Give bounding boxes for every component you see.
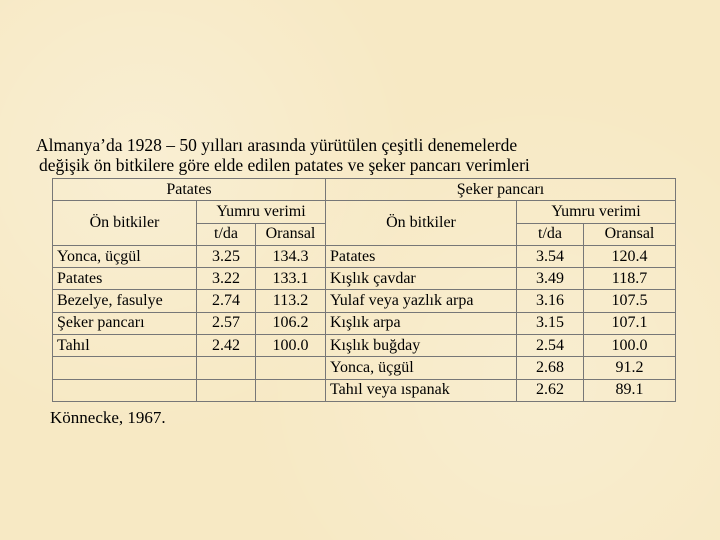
left-oransal-cell: 113.2 <box>256 290 326 312</box>
right-oransal-cell: 107.1 <box>584 312 676 334</box>
right-crop-cell: Patates <box>326 245 517 267</box>
right-crop-cell: Tahıl veya ıspanak <box>326 379 517 401</box>
left-tda-cell: 2.57 <box>197 312 256 334</box>
left-crop-cell <box>53 357 197 379</box>
left-crop-cell: Patates <box>53 268 197 290</box>
right-crop-cell: Yulaf veya yazlık arpa <box>326 290 517 312</box>
col-header-on-bitkiler-right: Ön bitkiler <box>326 201 517 246</box>
table-row <box>53 268 676 290</box>
source-citation: Könnecke, 1967. <box>50 408 166 427</box>
left-crop-cell <box>53 379 197 401</box>
left-tda-cell <box>197 379 256 401</box>
left-tda-cell <box>197 357 256 379</box>
left-tda-cell: 3.25 <box>197 245 256 267</box>
col-header-oransal-right: Oransal <box>584 223 676 245</box>
right-tda-cell: 2.68 <box>517 357 584 379</box>
left-tda-cell: 2.74 <box>197 290 256 312</box>
table-row <box>53 379 676 401</box>
table-body <box>53 245 676 401</box>
right-oransal-cell: 107.5 <box>584 290 676 312</box>
right-tda-cell: 3.15 <box>517 312 584 334</box>
col-header-oransal-left: Oransal <box>256 223 326 245</box>
right-oransal-cell: 89.1 <box>584 379 676 401</box>
left-tda-cell: 3.22 <box>197 268 256 290</box>
right-tda-cell: 2.54 <box>517 335 584 357</box>
table-row <box>53 245 676 267</box>
group-header-seker-pancari: Şeker pancarı <box>326 179 676 201</box>
right-crop-cell: Kışlık buğday <box>326 335 517 357</box>
left-oransal-cell <box>256 357 326 379</box>
right-oransal-cell: 120.4 <box>584 245 676 267</box>
right-oransal-cell: 91.2 <box>584 357 676 379</box>
title-line-1: Almanya’da 1928 – 50 yılları arasında yürütülen çeşitli denemelerde <box>36 135 518 155</box>
col-header-tda-right: t/da <box>517 223 584 245</box>
col-header-yumru-verimi-left: Yumru verimi <box>197 201 326 223</box>
table-row <box>53 312 676 334</box>
slide-title <box>36 135 676 175</box>
left-oransal-cell: 106.2 <box>256 312 326 334</box>
table-row <box>53 357 676 379</box>
group-header-row <box>53 179 676 201</box>
right-oransal-cell: 118.7 <box>584 268 676 290</box>
right-crop-cell: Yonca, üçgül <box>326 357 517 379</box>
column-header-row <box>53 201 676 223</box>
left-crop-cell: Şeker pancarı <box>53 312 197 334</box>
right-crop-cell: Kışlık arpa <box>326 312 517 334</box>
right-tda-cell: 3.54 <box>517 245 584 267</box>
left-crop-cell: Bezelye, fasulye <box>53 290 197 312</box>
col-header-tda-left: t/da <box>197 223 256 245</box>
left-tda-cell: 2.42 <box>197 335 256 357</box>
left-oransal-cell: 133.1 <box>256 268 326 290</box>
right-tda-cell: 3.49 <box>517 268 584 290</box>
title-line-2: değişik ön bitkilere göre elde edilen patates ve şeker pancarı verimleri <box>39 155 530 175</box>
group-header-patates: Patates <box>53 179 326 201</box>
col-header-on-bitkiler-left: Ön bitkiler <box>53 201 197 246</box>
table-row <box>53 290 676 312</box>
yield-table <box>52 178 676 402</box>
left-oransal-cell: 134.3 <box>256 245 326 267</box>
right-tda-cell: 3.16 <box>517 290 584 312</box>
left-crop-cell: Tahıl <box>53 335 197 357</box>
left-crop-cell: Yonca, üçgül <box>53 245 197 267</box>
left-oransal-cell <box>256 379 326 401</box>
left-oransal-cell: 100.0 <box>256 335 326 357</box>
right-oransal-cell: 100.0 <box>584 335 676 357</box>
right-crop-cell: Kışlık çavdar <box>326 268 517 290</box>
right-tda-cell: 2.62 <box>517 379 584 401</box>
col-header-yumru-verimi-right: Yumru verimi <box>517 201 676 223</box>
table-row <box>53 335 676 357</box>
